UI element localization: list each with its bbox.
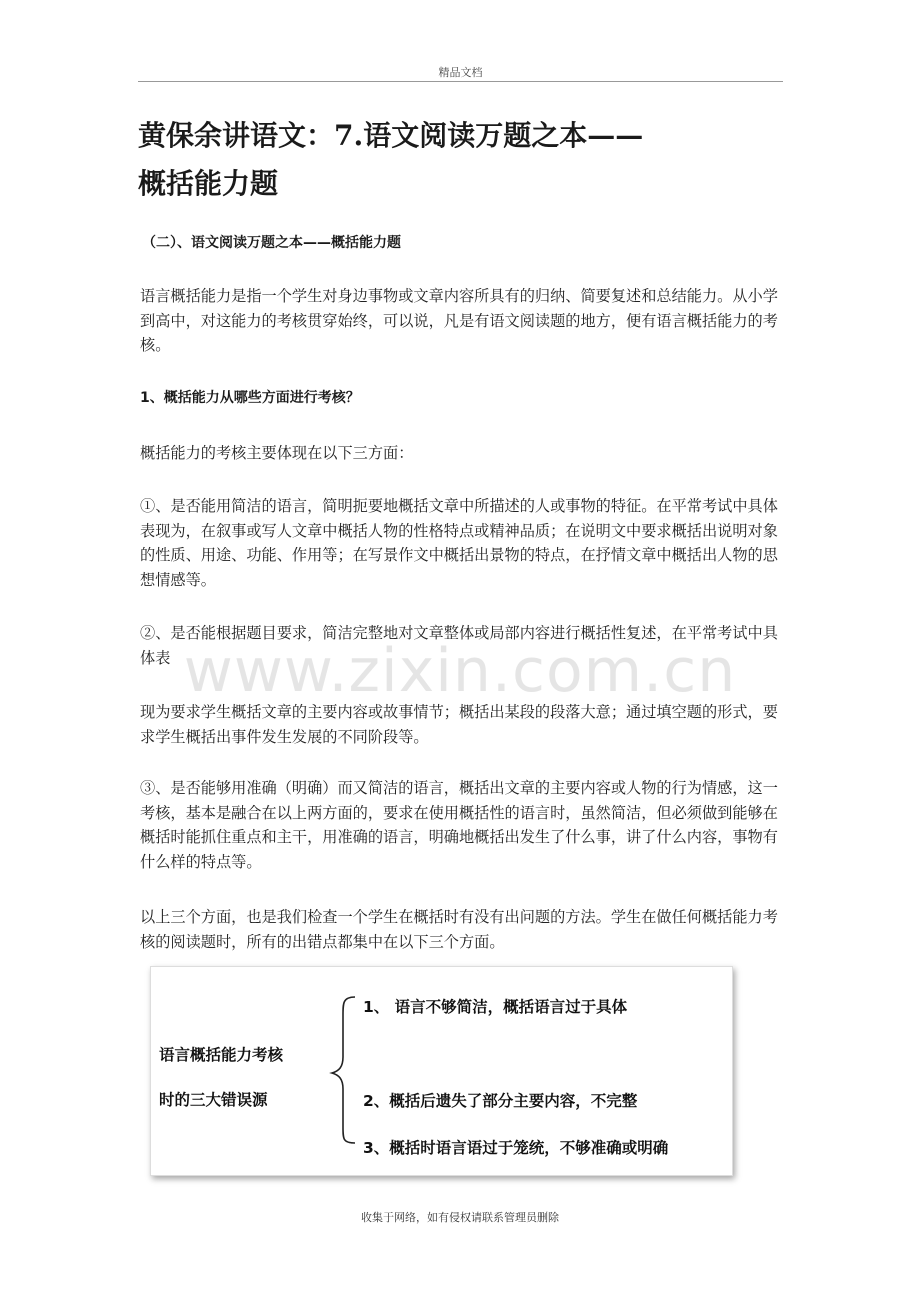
figure-item-1: 1、 语言不够简洁，概括语言过于具体 xyxy=(363,998,628,1016)
curly-brace-icon xyxy=(329,995,359,1145)
paragraph-item-2-continued: 现为要求学生概括文章的主要内容或故事情节；概括出某段的段落大意；通过填空题的形式，要求学生概括出事件发生发展的不同阶段等。 xyxy=(140,703,778,746)
paragraph-summary: 以上三个方面，也是我们检查一个学生在概括时有没有出问题的方法。学生在做任何概括能力考核的阅读题时，所有的出错点都集中在以下三个方面。 xyxy=(140,908,778,951)
document-title xyxy=(138,112,778,208)
page-header: 精品文档 xyxy=(438,66,483,79)
figure-left-label-line-2: 时的三大错误源 xyxy=(159,1091,268,1109)
paragraph-intro: 语言概括能力是指一个学生对身边事物或文章内容所具有的归纳、简要复述和总结能力。从小学到高中，对这能力的考核贯穿始终，可以说，凡是有语文阅读题的地方，便有语言概括能力的考核。 xyxy=(140,287,778,354)
page-footer: 收集于网络，如有侵权请联系管理员删除 xyxy=(361,1211,559,1224)
title-line-2: 概括能力题 xyxy=(138,167,279,200)
figure-item-3: 3、概括时语言语过于笼统，不够准确或明确 xyxy=(363,1139,669,1157)
paragraph-lead: 概括能力的考核主要体现在以下三方面： xyxy=(140,444,414,462)
question-heading: 1、概括能力从哪些方面进行考核？ xyxy=(140,390,360,406)
section-heading: （二）、语文阅读万题之本——概括能力题 xyxy=(142,235,401,251)
figure-item-2: 2、概括后遗失了部分主要内容，不完整 xyxy=(363,1092,638,1110)
watermark: www.zixin.com.cn xyxy=(183,636,737,706)
header-divider xyxy=(138,81,783,82)
paragraph-item-2: ②、是否能根据题目要求，简洁完整地对文章整体或局部内容进行概括性复述，在平常考试中具体表 xyxy=(140,624,778,667)
title-line-1: 黄保余讲语文：7.语文阅读万题之本—— xyxy=(138,119,644,152)
error-sources-figure xyxy=(150,966,733,1176)
paragraph-item-1: ①、是否能用简洁的语言，简明扼要地概括文章中所描述的人或事物的特征。在平常考试中具体表现为，在叙事或写人文章中概括人物的性格特点或精神品质；在说明文中要求概括出说明对象的性质、用途、功能、作用等；在写景作文中概括出景物的特点，在抒情文章中概括出人物的思想情感等。 xyxy=(140,497,778,589)
figure-left-label-line-1: 语言概括能力考核 xyxy=(159,1046,284,1064)
paragraph-item-3: ③、是否能够用准确（明确）而又简洁的语言，概括出文章的主要内容或人物的行为情感，这一考核，基本是融合在以上两方面的，要求在使用概括性的语言时，虽然简洁，但必须做到能够在概括时能抓住重点和主干，用准确的语言，明确地概括出发生了什么事，讲了什么内容，事物有什么样的特点等。 xyxy=(140,779,778,871)
